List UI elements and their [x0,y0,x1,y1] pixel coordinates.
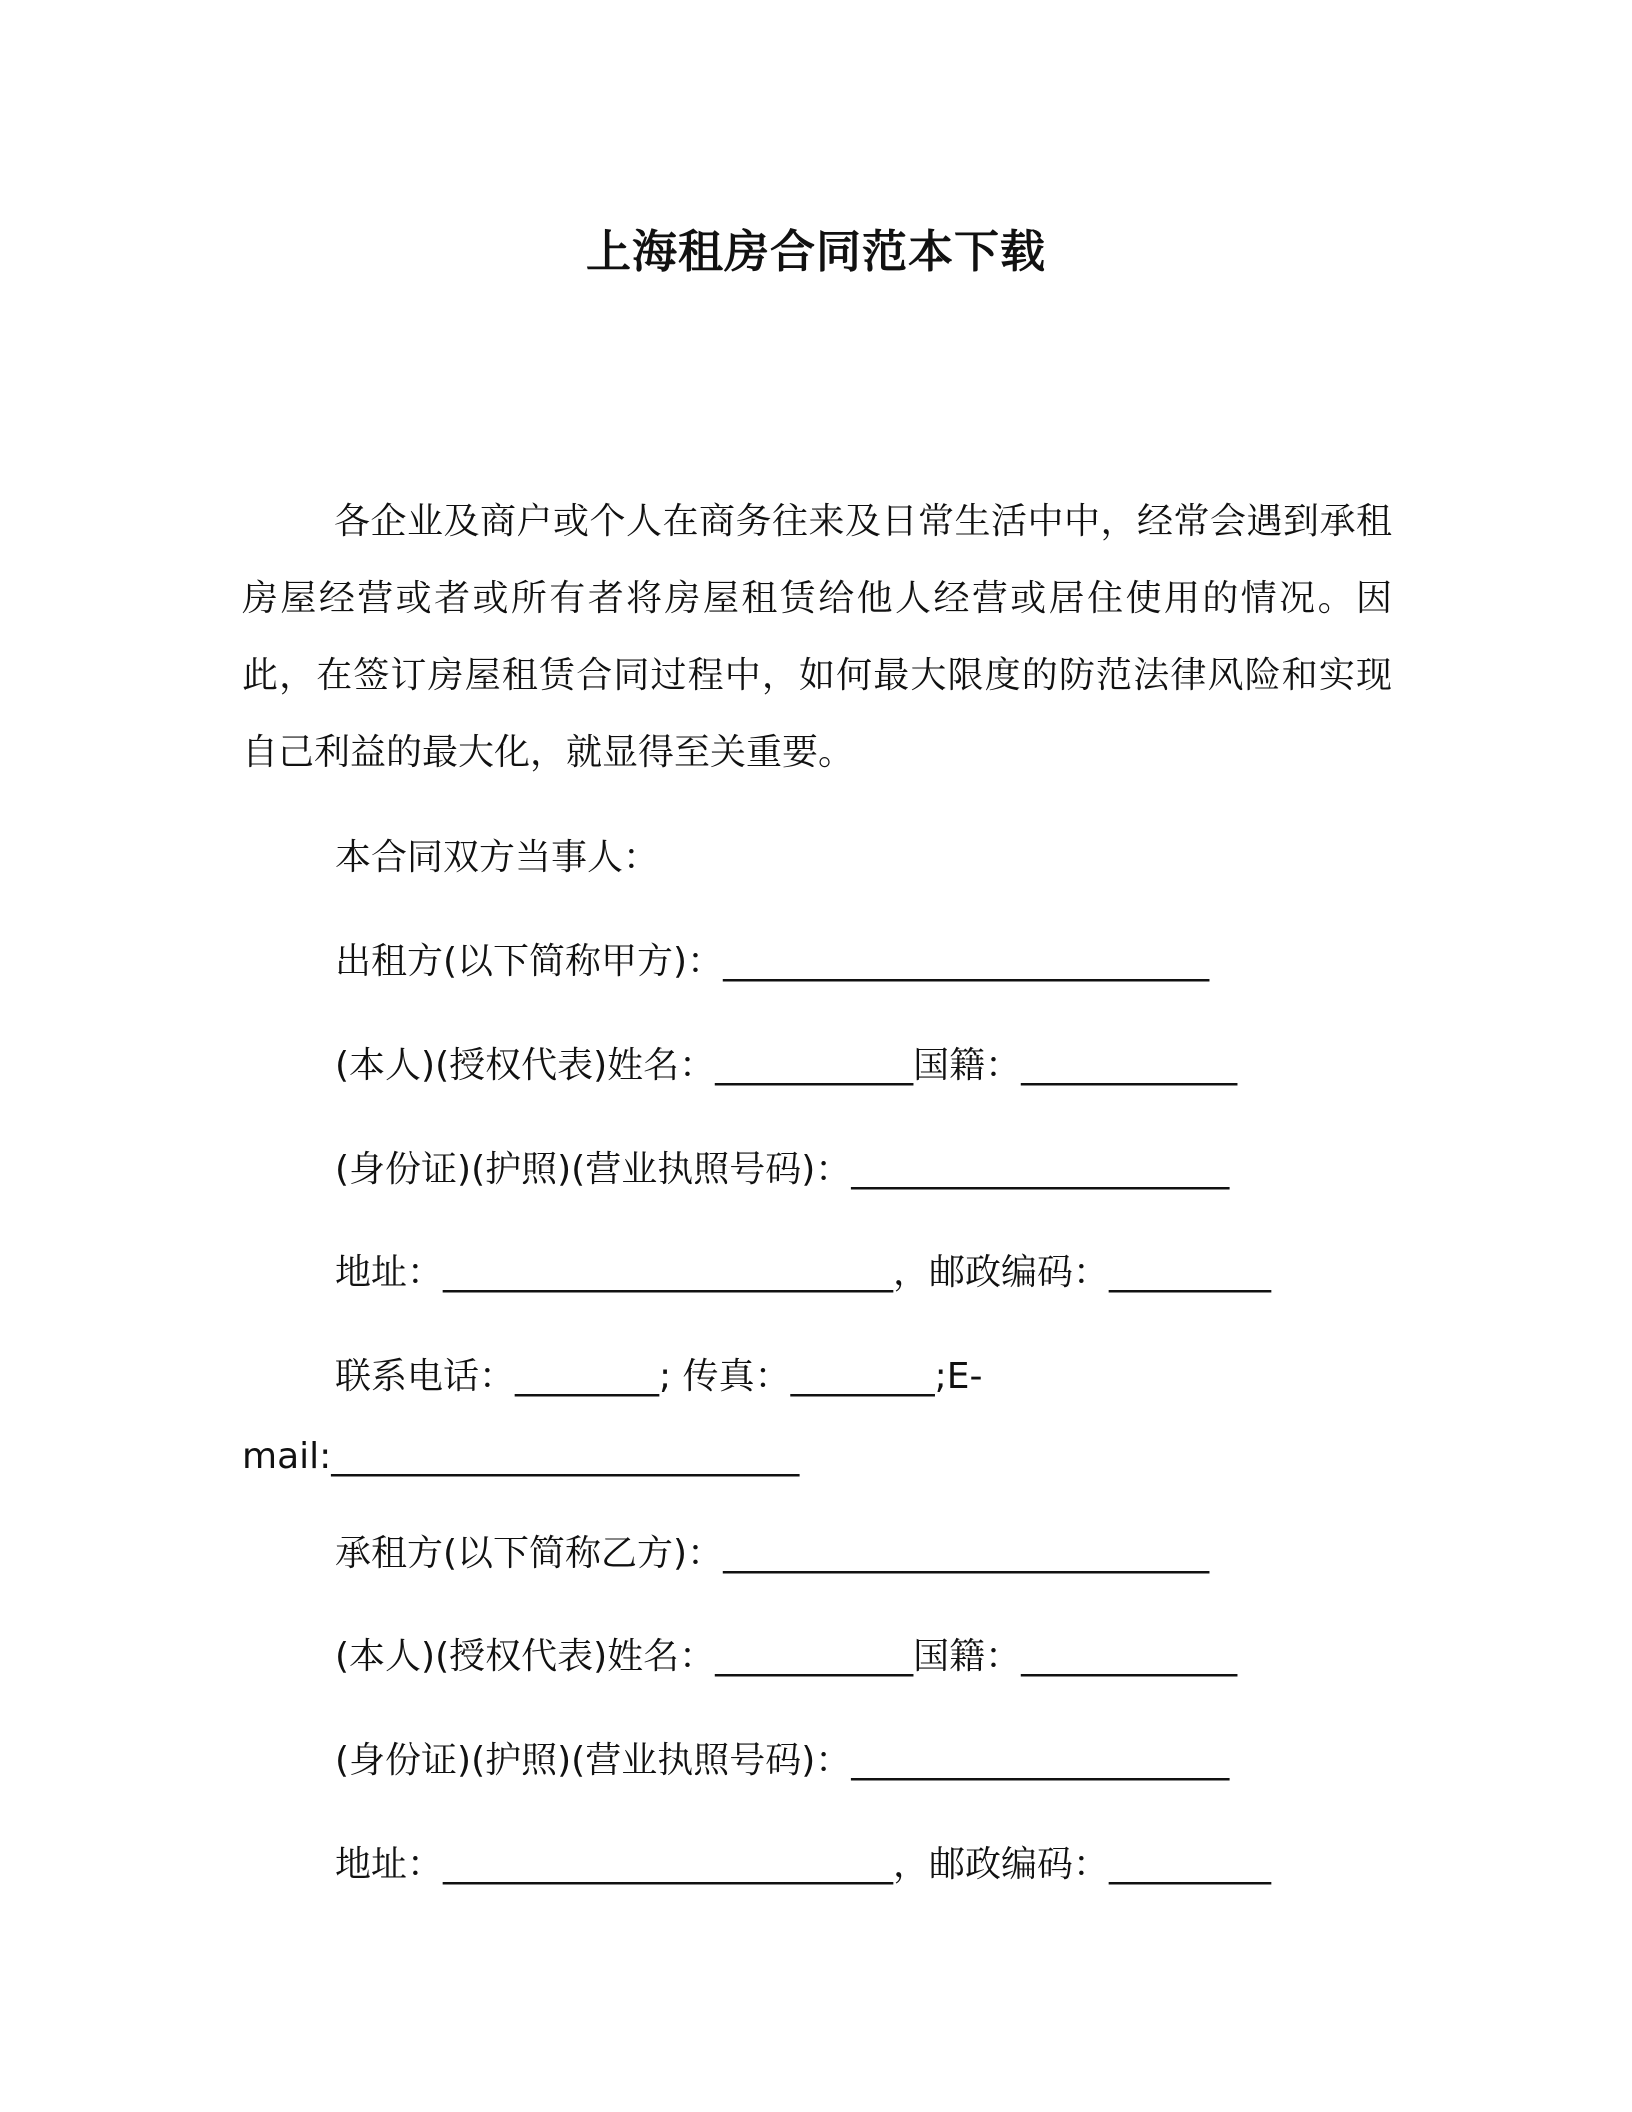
parties-heading: 本合同双方当事人： [335,837,660,878]
lessee-name-nationality-line: (本人)(授权代表)姓名：___________国籍：____________ [335,1636,1238,1677]
lessee-line: 承租方(以下简称乙方)：___________________________ [335,1533,1210,1574]
lessee-address-line: 地址：_________________________，邮政编码：_________ [335,1844,1272,1885]
lessor-id-line: (身份证)(护照)(营业执照号码)：_____________________ [335,1149,1230,1190]
intro-paragraph: 各企业及商户或个人在商务往来及日常生活中中，经常会遇到承租房屋经营或者或所有者将房屋租赁给他人经营或居住使用的情况。因此，在签订房屋租赁合同过程中，如何最大限度的防范法律风险和实现自己利益的最大化，就显得至关重要。 [242,501,1392,773]
lessor-email-line: mail:__________________________ [242,1436,800,1477]
lessee-id-line: (身份证)(护照)(营业执照号码)：_____________________ [335,1740,1230,1781]
document-title: 上海租房合同范本下载 [585,225,1046,278]
lessor-name-nationality-line: (本人)(授权代表)姓名：___________国籍：____________ [335,1045,1238,1086]
lessor-line: 出租方(以下简称甲方)：___________________________ [335,941,1210,982]
lessor-address-line: 地址：_________________________，邮政编码：_________ [335,1252,1272,1293]
lessor-contact-line: 联系电话：________; 传真：________;E- [335,1356,983,1397]
